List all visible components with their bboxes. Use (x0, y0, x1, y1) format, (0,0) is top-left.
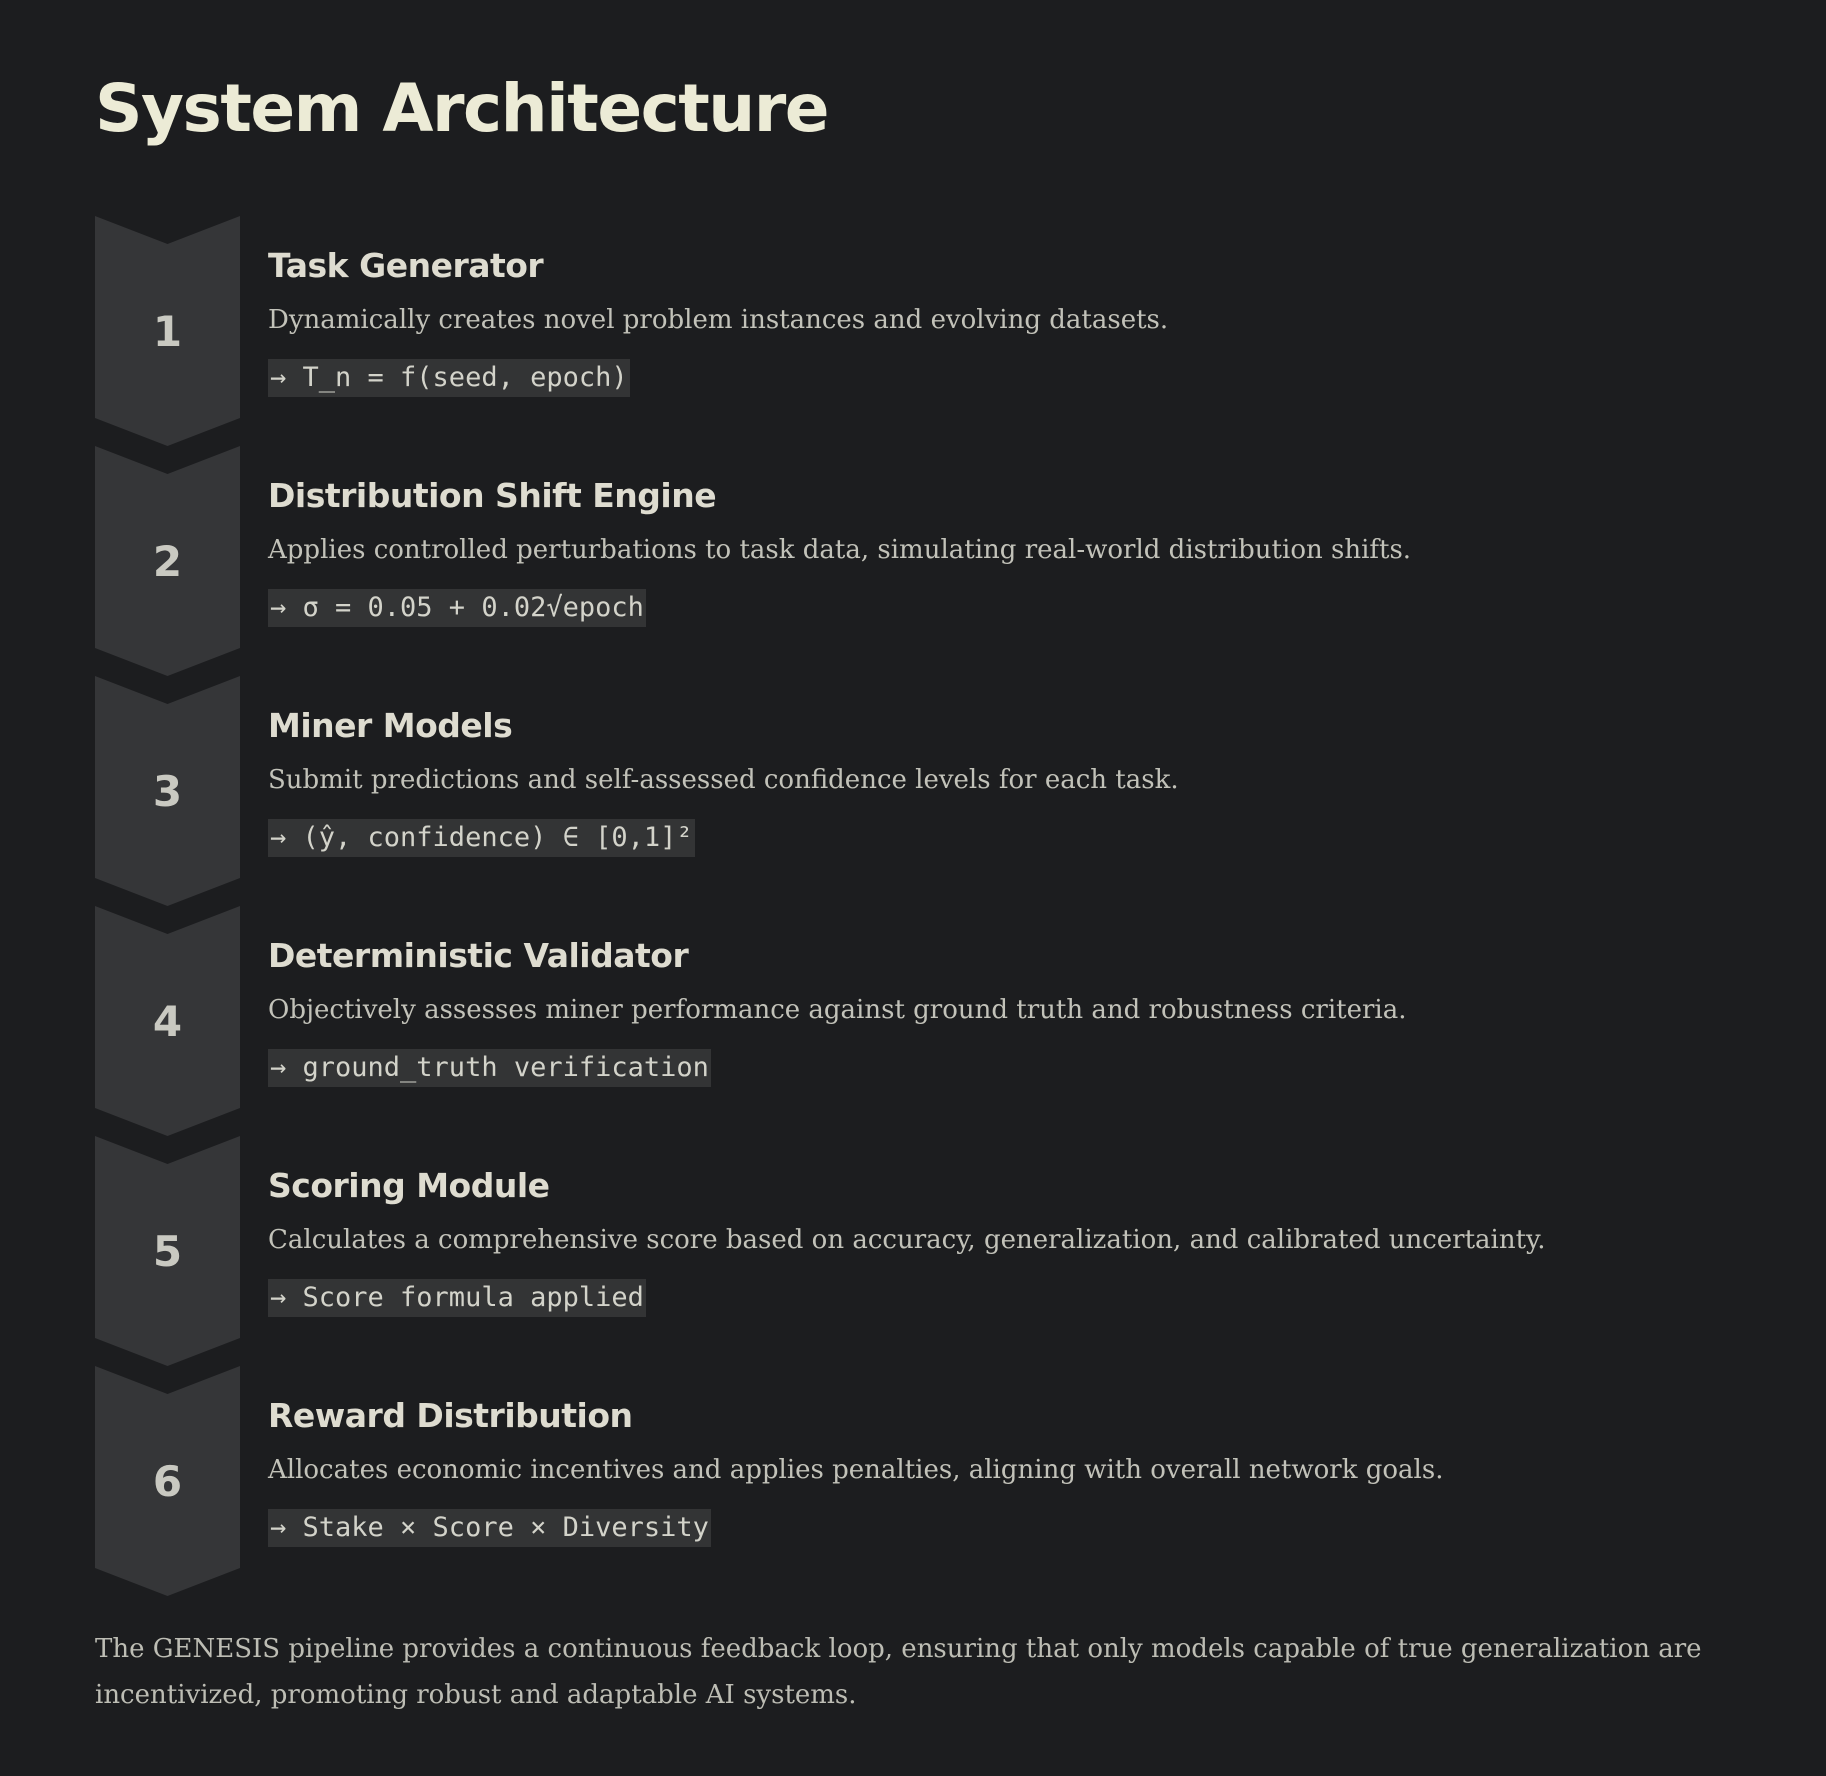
step-formula: → Score formula applied (268, 1279, 646, 1317)
step-formula: → (ŷ, confidence) ∈ [0,1]² (268, 819, 695, 857)
step-number: 6 (152, 1457, 183, 1506)
pipeline-step (95, 446, 1755, 676)
step-content (268, 1396, 1748, 1547)
step-content (268, 476, 1748, 627)
pipeline-step (95, 676, 1755, 906)
step-formula: → σ = 0.05 + 0.02√epoch (268, 589, 646, 627)
step-title: Reward Distribution (268, 1396, 633, 1435)
step-description: Applies controlled perturbations to task data, simulating real-world distribution shifts. (268, 534, 1412, 565)
step-content (268, 246, 1748, 397)
step-title: Miner Models (268, 706, 513, 745)
step-content (268, 706, 1748, 857)
pipeline-step (95, 1366, 1755, 1596)
pipeline-summary: The GENESIS pipeline provides a continuous feedback loop, ensuring that only models capable of true generalization are incentivized, promoting robust and adaptable AI systems. (95, 1634, 1702, 1710)
step-number: 2 (152, 537, 183, 586)
pipeline-step (95, 906, 1755, 1136)
step-title: Scoring Module (268, 1166, 550, 1205)
step-formula: → Stake × Score × Diversity (268, 1509, 711, 1547)
step-content (268, 936, 1748, 1087)
step-description: Submit predictions and self-assessed confidence levels for each task. (268, 764, 1179, 795)
step-description: Allocates economic incentives and applies penalties, aligning with overall network goals. (268, 1454, 1444, 1485)
step-description: Calculates a comprehensive score based on accuracy, generalization, and calibrated uncertainty. (268, 1224, 1546, 1255)
step-number: 5 (152, 1227, 183, 1276)
step-title: Deterministic Validator (268, 936, 689, 975)
step-description: Objectively assesses miner performance against ground truth and robustness criteria. (268, 994, 1407, 1025)
step-formula: → ground_truth verification (268, 1049, 711, 1087)
step-number: 3 (152, 767, 183, 816)
pipeline-step (95, 216, 1755, 446)
step-title: Task Generator (268, 246, 544, 285)
step-title: Distribution Shift Engine (268, 476, 717, 515)
pipeline-step (95, 1136, 1755, 1366)
step-formula: → T_n = f(seed, epoch) (268, 359, 630, 397)
step-number: 4 (152, 997, 183, 1046)
step-number: 1 (152, 307, 183, 356)
step-content (268, 1166, 1748, 1317)
step-description: Dynamically creates novel problem instances and evolving datasets. (268, 304, 1169, 335)
page-title: System Architecture (95, 70, 829, 147)
